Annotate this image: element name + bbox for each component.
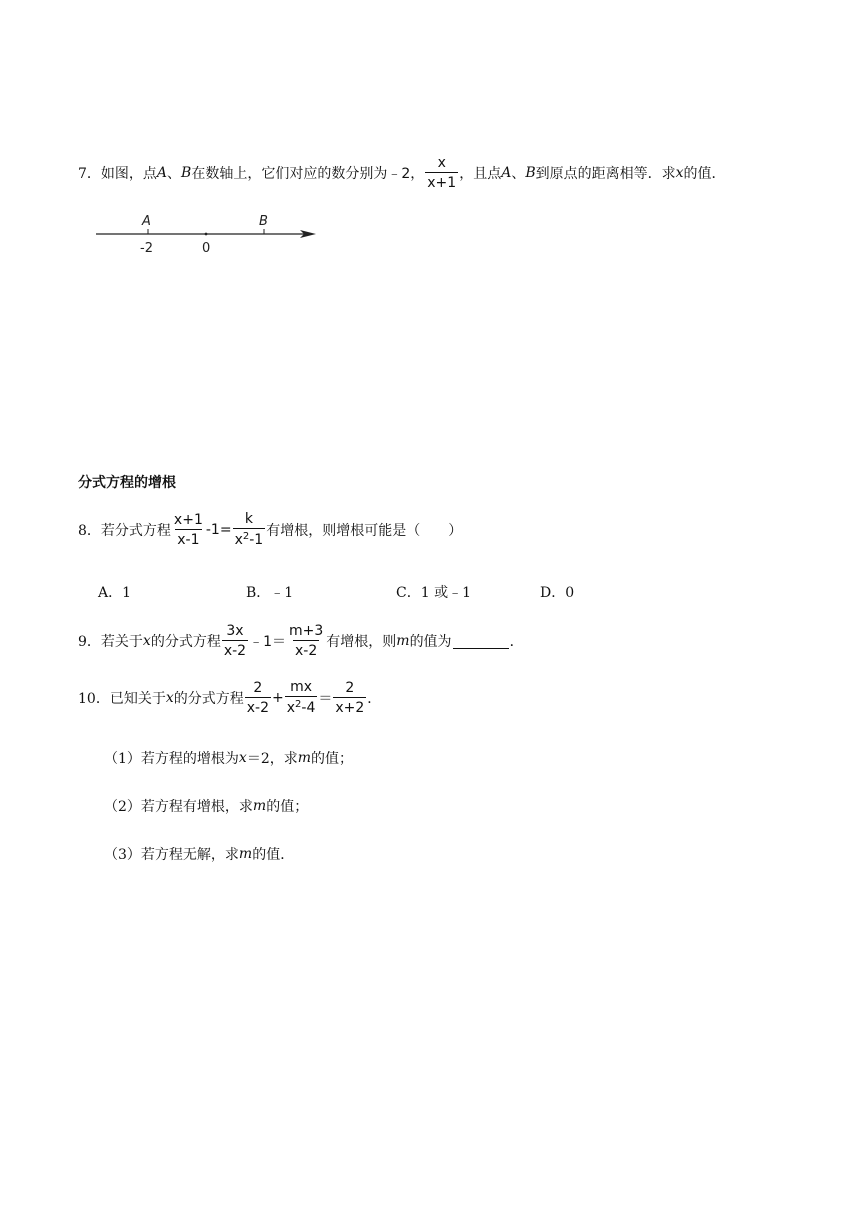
question-number: 7． (78, 166, 101, 182)
question-8: 8． 若分式方程 $\frac{x+1}{x-1}$ -1= $\frac{k}{x^2-1}$ 有增根，则增根可能是（ ） (78, 511, 463, 548)
question-number: 8． (78, 522, 101, 539)
number-line-figure (94, 208, 324, 258)
question-10-part-3: （3）若方程无解，求 m 的值． (104, 846, 295, 863)
question-9: 9． 若关于 x 的分式方程 $\frac{3x}{x-2}$ ﹣1＝ $\frac{m+3}{x-2}$ 有增根，则 m 的值为 ． (78, 623, 524, 659)
question-10-part-2: （2）若方程有增根，求 m 的值； (104, 798, 309, 815)
fraction: $\frac{x}{x+1}$ (427, 155, 457, 191)
tick-label-neg2: -2 (140, 241, 153, 256)
question-10-part-1: （1）若方程的增根为 x ＝2，求 m 的值； (104, 750, 354, 767)
fraction: $\frac{2}{x-2}$ (246, 679, 269, 716)
option-c: C．1 或﹣1 (396, 585, 471, 601)
fraction: $\frac{mx}{x^2-4}$ (286, 679, 316, 716)
question-10: 10． 已知关于 x 的分式方程 $\frac{2}{x-2}$ + $\frac{mx}{x^2-4}$ ＝ $\frac{2}{x+2}$ ． (78, 679, 382, 716)
tick-origin (205, 233, 208, 236)
answer-blank[interactable] (453, 634, 509, 649)
question-8-options (0, 582, 860, 602)
fraction: $\frac{2}{x+2}$ (335, 679, 365, 716)
fraction: $\frac{3x}{x-2}$ (223, 623, 247, 659)
option-b: B．﹣1 (246, 585, 294, 601)
tick-label-0: 0 (202, 241, 211, 256)
fraction: $\frac{x+1}{x-1}$ (173, 511, 203, 548)
question-number: 9． (78, 634, 101, 650)
option-a: A．1 (98, 585, 132, 601)
option-d: D．0 (540, 585, 575, 601)
fraction: $\frac{m+3}{x-2}$ (289, 623, 324, 659)
question-7: 7． 如图，点 A 、 B 在数轴上，它们对应的数分别为 ﹣2， $\frac{x}{x+1}$ ，且点 A 、 B 到原点的距离相等．求 x 的值． (78, 155, 726, 191)
label-a: A (142, 214, 151, 229)
fraction: $\frac{k}{x^2-1}$ (234, 511, 264, 548)
label-b: B (259, 214, 268, 229)
question-number: 10． (78, 690, 110, 707)
section-title: 分式方程的增根 (78, 475, 176, 491)
